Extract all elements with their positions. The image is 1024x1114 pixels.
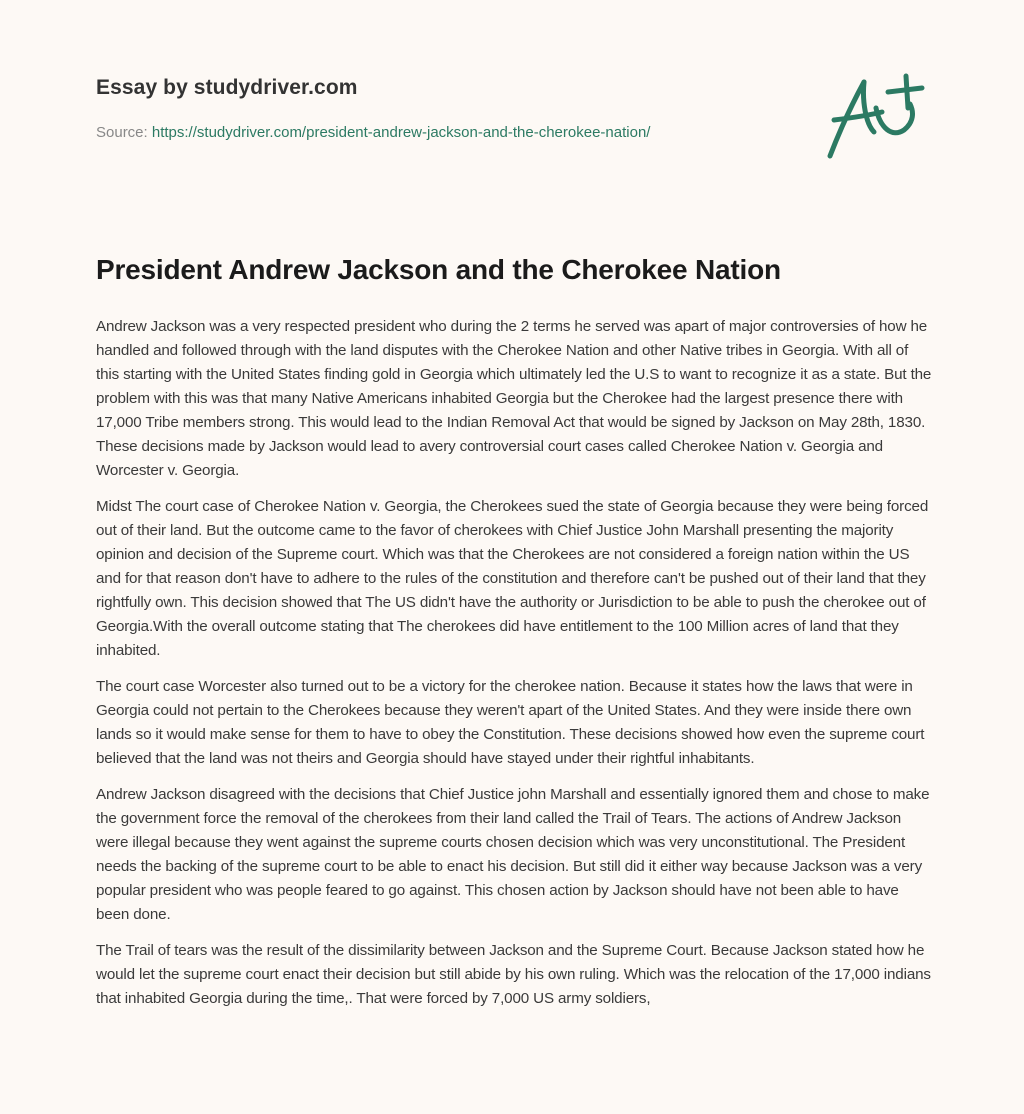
brand-title: Essay by studydriver.com (96, 76, 358, 99)
source-line (96, 124, 650, 141)
paragraph: The Trail of tears was the result of the dissimilarity between Jackson and the Supreme Court. Because Jackson stated how he would let the supreme court enact their decision but still abide by his own ruling. Which was the relocation of the 17,000 indians that inhabited Georgia during the time,. That were forced by 7,000 US army soldiers, (96, 942, 931, 1007)
essay-title: President Andrew Jackson and the Cherokee Nation (96, 254, 781, 285)
source-label: Source: (96, 124, 148, 141)
paragraph: Andrew Jackson was a very respected president who during the 2 terms he served was apart of major controversies of how he handled and followed through with the land disputes with the Cherokee Nation and other Native tribes in Georgia. With all of this starting with the United States finding gold in Georgia which ultimately led the U.S to want to recognize it as a state. But the problem with this was that many Native Americans inhabited Georgia but the Cherokee had the largest presence there with 17,000 Tribe members strong. This would lead to the Indian Removal Act that would be signed by Jackson on May 28th, 1830. These decisions made by Jackson would lead to avery controversial court cases called Cherokee Nation v. Georgia and Worcester v. Georgia. (96, 318, 932, 479)
paragraph: Andrew Jackson disagreed with the decisions that Chief Justice john Marshall and essentially ignored them and chose to make the government force the removal of the cherokees from their land called the Trail of Tears. The actions of Andrew Jackson were illegal because they went against the supreme courts chosen decision which was very unconstitutional. The President needs the backing of the supreme court to be able to enact his decision. But still did it either way because Jackson was a very popular president who was people feared to go against. This chosen action by Jackson should have not been able to have been done. (96, 786, 930, 923)
paragraph: Midst The court case of Cherokee Nation v. Georgia, the Cherokees sued the state of Georgia because they were being forced out of their land. But the outcome came to the favor of cherokees with Chief Justice John Marshall presenting the majority opinion and decision of the Supreme court. Which was that the Cherokees are not considered a foreign nation within the US and for that reason don't have to adhere to the rules of the constitution and therefore can't be pushed out of their land that they rightfully own. This decision showed that The US didn't have the authority or Jurisdiction to be able to push the cherokee out of Georgia.With the overall outcome stating that The cherokees did have entitlement to the 100 Million acres of land that they inhabited. (96, 498, 929, 659)
page-header (0, 0, 1024, 215)
essay-body (96, 315, 932, 1023)
paragraph: The court case Worcester also turned out to be a victory for the cherokee nation. Because it states how the laws that were in Georgia could not pertain to the Cherokees because they weren't apart of the United States. And they were inside there own lands so it would make sense for them to have to obey the Constitution. These decisions showed how even the supreme court believed that the land was not theirs and Georgia should have stayed under their rightful inhabitants. (96, 678, 925, 767)
a-plus-grade-icon (822, 68, 928, 164)
source-link[interactable]: https://studydriver.com/president-andrew-jackson-and-the-cherokee-nation/ (151, 124, 651, 141)
